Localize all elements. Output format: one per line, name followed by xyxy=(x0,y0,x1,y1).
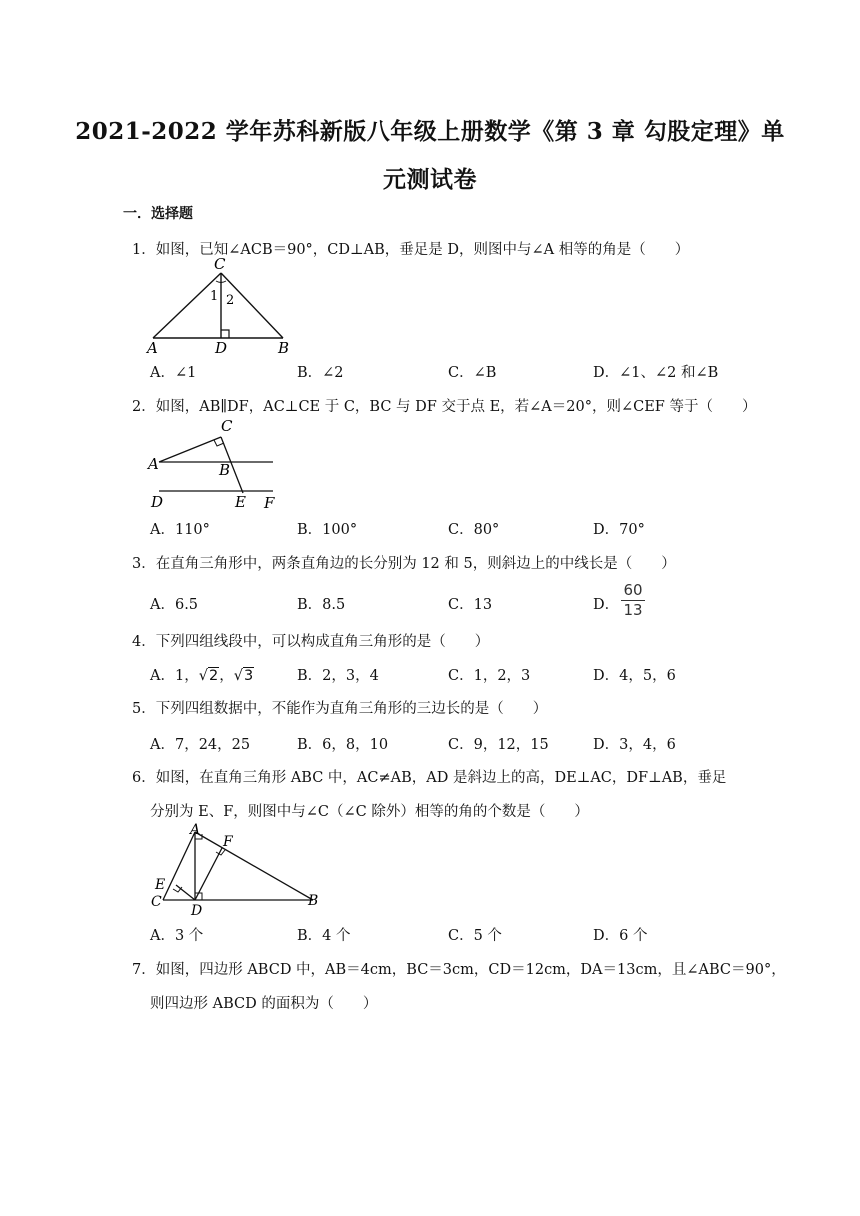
fig1-label-A: A xyxy=(147,339,158,356)
fig1-label-D: D xyxy=(215,339,228,356)
q1-option-b: B．∠2 xyxy=(297,365,344,381)
q5-option-b: B．6，8，10 xyxy=(297,737,389,753)
fig2-label-D: D xyxy=(151,493,164,511)
question-1-stem: 1．如图，已知∠ACB＝90°，CD⊥AB，垂足是 D，则图中与∠A 相等的角是（ ） xyxy=(132,242,690,258)
q4-option-b: B．2，3，4 xyxy=(297,668,379,684)
question-1-figure xyxy=(145,256,295,356)
question-7-stem-line1: 7．如图，四边形 ABCD 中，AB＝4cm，BC＝3cm，CD＝12cm，DA＝13cm，且∠ABC＝90°， xyxy=(132,962,786,978)
fig6-label-A: A xyxy=(190,822,201,838)
sqrt-2: √2 xyxy=(198,668,219,684)
q6-option-d: D．6 个 xyxy=(593,928,648,944)
q1-option-a: A．∠1 xyxy=(150,365,197,381)
section-heading: 一．选择题 xyxy=(123,206,193,222)
q4-option-d: D．4，5，6 xyxy=(593,668,676,684)
question-6-figure xyxy=(145,822,325,918)
q2-option-b: B．100° xyxy=(297,522,358,538)
q5-option-a: A．7，24，25 xyxy=(150,737,251,753)
question-2-stem: 2．如图，AB∥DF，AC⊥CE 于 C，BC 与 DF 交于点 E，若∠A＝20°，则∠CEF 等于（ ） xyxy=(132,399,757,415)
q3-option-a: A．6.5 xyxy=(150,597,199,613)
sqrt-3: √3 xyxy=(233,668,254,684)
q6-option-c: C．5 个 xyxy=(448,928,502,944)
q4-option-a-prefix: A．1， xyxy=(150,668,199,684)
fig6-label-C: C xyxy=(151,894,162,910)
fig6-label-E: E xyxy=(155,877,166,893)
question-3-stem: 3．在直角三角形中，两条直角边的长分别为 12 和 5，则斜边上的中线长是（ ） xyxy=(132,556,676,572)
question-6-stem-line1: 6．如图，在直角三角形 ABC 中，AC≠AB，AD 是斜边上的高，DE⊥AC，DF⊥AB，垂足 xyxy=(132,770,727,786)
fraction-denominator: 13 xyxy=(623,601,643,619)
q3-option-d-fraction xyxy=(621,582,645,619)
fig2-label-B: B xyxy=(219,461,231,479)
document-title-line1: 2021-2022 学年苏科新版八年级上册数学《第 3 章 勾股定理》单 xyxy=(75,118,785,145)
q5-option-c: C．9，12，15 xyxy=(448,737,549,753)
q3-option-d: D． xyxy=(593,597,620,613)
fig1-label-2: 2 xyxy=(226,293,235,308)
fig1-label-B: B xyxy=(278,339,290,356)
q1-option-d: D．∠1、∠2 和∠B xyxy=(593,365,719,381)
q6-option-a: A．3 个 xyxy=(150,928,204,944)
fig6-label-D: D xyxy=(191,903,203,918)
question-6-stem-line2: 分别为 E、F，则图中与∠C（∠C 除外）相等的角的个数是（ ） xyxy=(150,804,589,820)
fig2-label-E: E xyxy=(235,493,246,511)
fig6-label-B: B xyxy=(308,893,319,909)
question-7-stem-line2: 则四边形 ABCD 的面积为（ ） xyxy=(150,996,378,1012)
fig2-label-A: A xyxy=(148,455,159,473)
question-4-stem: 4．下列四组线段中，可以构成直角三角形的是（ ） xyxy=(132,634,490,650)
q2-option-a: A．110° xyxy=(150,522,210,538)
q1-option-c: C．∠B xyxy=(448,365,497,381)
q4-option-a xyxy=(150,664,254,685)
q6-option-b: B．4 个 xyxy=(297,928,351,944)
q4-option-a-sep: ， xyxy=(219,668,234,684)
q3-option-b: B．8.5 xyxy=(297,597,346,613)
q2-option-d: D．70° xyxy=(593,522,645,538)
q2-option-c: C．80° xyxy=(448,522,500,538)
q5-option-d: D．3，4，6 xyxy=(593,737,676,753)
q4-option-c: C．1，2，3 xyxy=(448,668,531,684)
fig1-label-C: C xyxy=(214,256,226,273)
fig2-label-C: C xyxy=(221,417,233,435)
document-title-line2: 元测试卷 xyxy=(383,166,477,193)
fig1-label-1: 1 xyxy=(210,289,219,304)
fig2-label-F: F xyxy=(264,494,275,511)
question-5-stem: 5．下列四组数据中，不能作为直角三角形的三边长的是（ ） xyxy=(132,701,548,717)
question-2-figure xyxy=(145,415,280,511)
q3-option-c: C．13 xyxy=(448,597,493,613)
fig6-label-F: F xyxy=(223,834,233,850)
fraction-numerator: 60 xyxy=(623,581,643,599)
